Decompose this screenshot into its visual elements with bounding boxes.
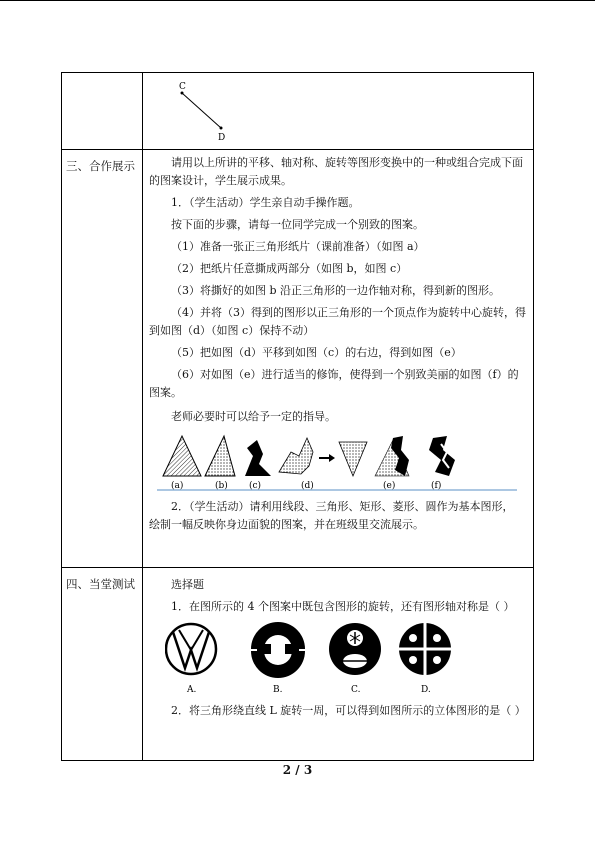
step-6: （6）对如图（e）进行适当的修饰，使得到一个别致美丽的如图（f）的图案。 bbox=[149, 368, 519, 399]
fig-label-f: (f) bbox=[431, 481, 442, 491]
row3-label-cell bbox=[62, 568, 143, 761]
row1-content-cell bbox=[143, 73, 534, 150]
table-row bbox=[62, 73, 534, 150]
step-4: （4）并将（3）得到的图形以正三角形的一个顶点作为旋转中心旋转，得到如图（d）（如图 c）保持不动） bbox=[149, 306, 526, 337]
row2-label-cell bbox=[62, 150, 143, 568]
step-3: （3）将撕好的如图 b 沿正三角形的一边作轴对称，得到新的图形。 bbox=[171, 284, 501, 297]
option-a-label: A. bbox=[187, 685, 197, 695]
point-d-label: D bbox=[218, 133, 226, 143]
step-2: （2）把纸片任意撕成两部分（如图 b，如图 c） bbox=[171, 262, 408, 275]
quiz-heading: 选择题 bbox=[171, 578, 204, 591]
point-d bbox=[220, 127, 223, 130]
figure-e bbox=[375, 436, 409, 476]
row2-content-cell bbox=[143, 150, 534, 568]
figure-d bbox=[279, 438, 313, 474]
figure-a bbox=[163, 436, 201, 476]
figure-b bbox=[205, 436, 235, 476]
arrow-icon bbox=[319, 454, 335, 462]
cooperation-intro: 请用以上所讲的平移、轴对称、旋转等图形变换中的一种或组合完成下面的图案设计，学生展示成果。 bbox=[149, 156, 523, 187]
figure-f bbox=[429, 436, 455, 476]
row3-content-cell bbox=[143, 568, 534, 761]
lesson-table bbox=[61, 72, 534, 761]
page-top-rule bbox=[0, 0, 595, 1]
figure-d-rotated bbox=[339, 442, 367, 476]
option-d-figure bbox=[399, 623, 451, 675]
option-b-label: B. bbox=[273, 685, 283, 695]
quiz-options-figure bbox=[165, 620, 455, 696]
fig-label-d: (d) bbox=[301, 481, 314, 491]
paper-tear-figures bbox=[157, 426, 557, 492]
question-2: 2．将三角形绕直线 L 旋转一周，可以得到如图所示的立体图形的是（ ） bbox=[171, 704, 526, 717]
teacher-note: 老师必要时可以给予一定的指导。 bbox=[171, 410, 336, 423]
option-d-label: D. bbox=[421, 685, 431, 695]
row2-label: 三、合作展示 bbox=[66, 159, 135, 173]
row1-label-cell bbox=[62, 73, 143, 150]
option-c-label: C. bbox=[351, 685, 361, 695]
step-1: （1）准备一张正三角形纸片（课前准备）（如图 a） bbox=[171, 240, 425, 253]
point-c-label: C bbox=[179, 82, 186, 92]
segment-cd bbox=[182, 93, 221, 128]
option-c-figure bbox=[329, 623, 381, 675]
steps-intro: 按下面的步骤，请每一位同学完成一个别致的图案。 bbox=[171, 218, 424, 231]
table-row bbox=[62, 150, 534, 568]
activity-2: 2．（学生活动）请利用线段、三角形、矩形、菱形、圆作为基本图形， 绘制一幅反映你身边面貌的图案，并在班级里交流展示。 bbox=[149, 500, 514, 531]
question-1: 1．在图所示的 4 个图案中既包含图形的旋转，还有图形轴对称是（ ） bbox=[171, 600, 515, 613]
fig-label-e: (e) bbox=[383, 481, 396, 491]
option-b-figure bbox=[251, 622, 305, 678]
table-row bbox=[62, 568, 534, 761]
fig-label-b: (b) bbox=[215, 481, 228, 491]
fig-label-a: (a) bbox=[171, 481, 184, 491]
option-a-figure bbox=[166, 624, 216, 674]
figure-c bbox=[245, 440, 271, 476]
row3-label: 四、当堂测试 bbox=[66, 577, 135, 591]
segment-cd-figure bbox=[173, 77, 253, 152]
activity-1: 1．（学生活动）学生亲自动手操作题。 bbox=[171, 196, 360, 209]
step-5: （5）把如图（d）平移到如图（c）的右边，得到如图（e） bbox=[171, 346, 462, 359]
page-number: 2 / 3 bbox=[282, 763, 313, 777]
fig-label-c: (c) bbox=[249, 481, 262, 491]
